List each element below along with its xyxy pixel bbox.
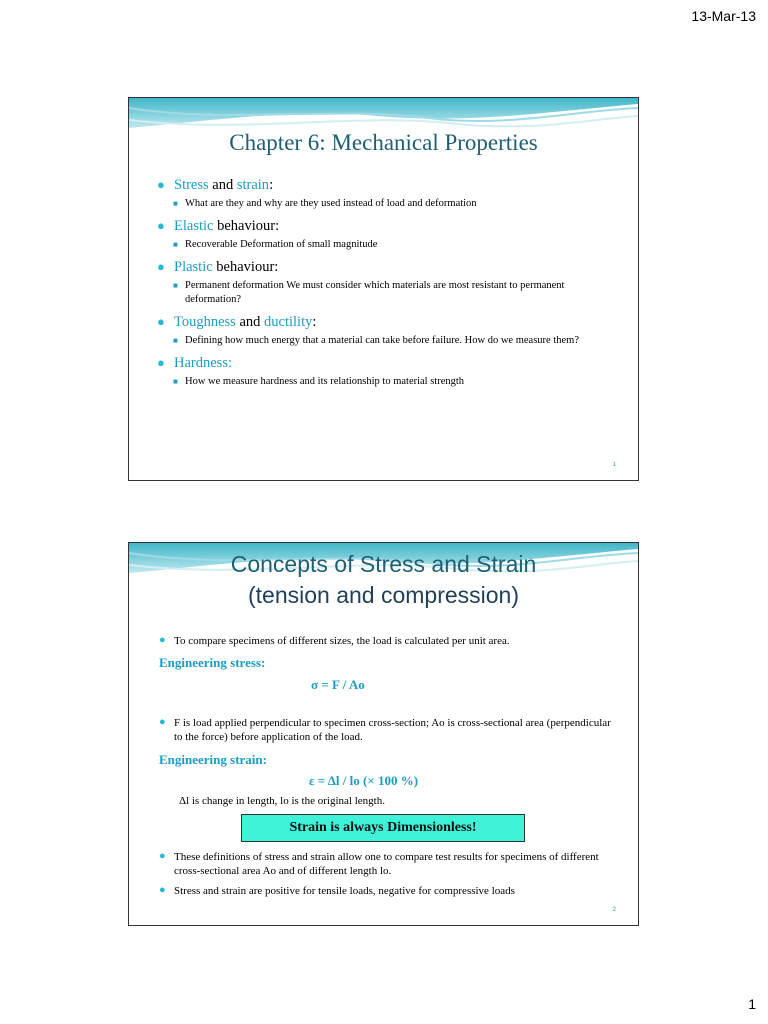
slide-2-bullet-4: ● Stress and strain are positive for tensile loads, negative for compressive loads (159, 884, 515, 897)
slide-1-title: Chapter 6: Mechanical Properties (229, 130, 538, 155)
sub-bullet-square-icon: ■ (173, 199, 178, 208)
sub-bullet-text: Defining how much energy that a material can take before failure. How do we measure them? (185, 335, 579, 346)
bullet-dot-icon: ● (159, 716, 166, 728)
strain-formula: ε = Δl / lo (× 100 %) (309, 773, 419, 788)
slide-2-bullet-3: ● These definitions of stress and strain allow one to compare test results for specimens of different cross-sectional area Ao and of different length lo. (159, 850, 599, 877)
slide-1-bullet-list (157, 170, 614, 389)
slide-2-title-line-2: (tension and compression) (247, 582, 520, 608)
slide-2 (128, 542, 639, 926)
sub-bullet-text: What are they and why are they used instead of load and deformation (185, 198, 477, 209)
stress-formula: σ = F / Ao (311, 677, 365, 692)
slide-1-sub-bullet (157, 197, 614, 211)
slide-2-bullet-2: ● F is load applied perpendicular to specimen cross-section; Ao is cross-sectional area (perpendicular to the force) before application of the load. (159, 716, 611, 743)
sub-bullet-text: How we measure hardness and its relationship to material strength (185, 376, 465, 387)
bullet-text-part: Stress (174, 177, 209, 193)
slide-1-sub-bullet (157, 279, 614, 307)
bullet-dot-icon: ● (157, 259, 165, 274)
slide-1-bullet (157, 354, 614, 372)
slide-1-sub-bullet (157, 238, 614, 252)
slide-1-bullet (157, 176, 614, 194)
slide-1-sub-bullet (157, 375, 614, 389)
sub-bullet-square-icon: ■ (173, 240, 178, 249)
slide-1 (128, 97, 639, 481)
bullet-text-part: Toughness (174, 314, 236, 330)
slide-2-title-line-1: Concepts of Stress and Strain (230, 551, 537, 577)
bullet-dot-icon: ● (159, 850, 166, 862)
bullet-text-part: Elastic (174, 218, 214, 234)
bullet-dot-icon: ● (157, 355, 165, 370)
sub-bullet-square-icon: ■ (173, 377, 178, 386)
engineering-strain-label: Engineering strain: (159, 752, 267, 767)
bullet-text-part: behaviour: (212, 259, 279, 275)
bullet-dot-icon: ● (159, 634, 166, 646)
sub-bullet-text: Permanent deformation We must consider which materials are most resistant to permanent deformation? (185, 280, 565, 305)
bullet-text-part: Hardness: (174, 355, 232, 371)
bullet-text-part: Plastic (174, 259, 213, 275)
bullet-dot-icon: ● (159, 884, 166, 896)
sub-bullet-square-icon: ■ (173, 281, 178, 290)
dimensionless-callout: Strain is always Dimensionless! (241, 814, 525, 842)
slide-2-bullet-1: ● To compare specimens of different sizes, the load is calculated per unit area. (159, 634, 510, 647)
bullet-text-part: strain (236, 177, 270, 193)
slide-1-bullet (157, 313, 614, 331)
page-date: 13-Mar-13 (691, 8, 756, 24)
bullet-text-part: behaviour: (213, 218, 280, 234)
slide-2-number: 2 (612, 907, 616, 913)
slide-1-bullet (157, 258, 614, 276)
bullet-dot-icon: ● (157, 218, 165, 233)
page-number: 1 (748, 996, 756, 1012)
strain-note: Δl is change in length, lo is the original length. (179, 795, 385, 807)
slide-1-number: 1 (612, 462, 616, 468)
bullet-text-part: : (312, 314, 317, 330)
bullet-text-part: and (235, 314, 265, 330)
sub-bullet-text: Recoverable Deformation of small magnitude (185, 239, 378, 250)
bullet-text-part: ductility (264, 314, 313, 330)
bullet-dot-icon: ● (157, 314, 165, 329)
bullet-text-part: and (208, 177, 237, 193)
slide-1-bullet (157, 217, 614, 235)
sub-bullet-square-icon: ■ (173, 336, 178, 345)
slide-1-sub-bullet (157, 334, 614, 348)
slide-2-title (129, 549, 638, 611)
bullet-dot-icon: ● (157, 177, 165, 192)
engineering-stress-label: Engineering stress: (159, 655, 266, 670)
bullet-text-part: : (269, 177, 274, 193)
